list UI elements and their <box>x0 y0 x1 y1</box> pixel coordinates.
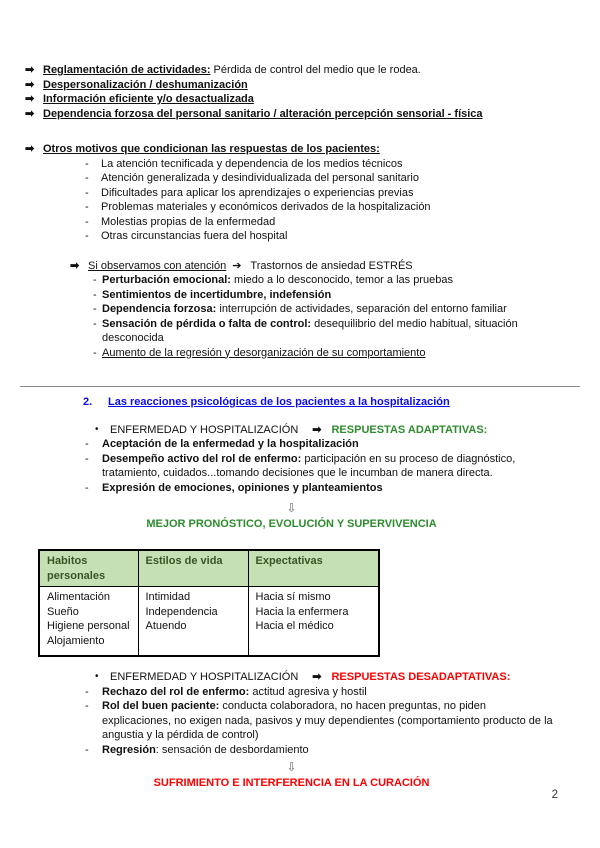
item-label: Reglamentación de actividades: <box>43 64 211 76</box>
item-label: Dependencia forzosa del personal sanitario / alteración percepción sensorial - física <box>43 107 483 120</box>
bullet-item <box>95 423 558 438</box>
note-result: Trastornos de ansiedad ESTRÉS <box>250 259 413 272</box>
cell-line: Alimentación <box>47 591 110 603</box>
arrow-bullet-item <box>25 63 558 78</box>
section-heading <box>25 142 558 157</box>
item-detail: participación en su proceso de diagnóstico, tratamiento, cuidados...tomando decisiones que le incumban de manera directa. <box>102 452 516 479</box>
bullet-lead: ENFERMEDAD Y HOSPITALIZACIÓN <box>110 423 299 436</box>
dash-icon: - <box>85 685 89 698</box>
list-item <box>85 215 558 230</box>
item-label: Desempeño activo del rol de enfermo: <box>102 452 302 465</box>
list-item <box>85 157 558 172</box>
bullet-item <box>95 670 558 685</box>
table-header-cell: Habitos personales <box>39 550 138 587</box>
arrow-bullet-item <box>25 92 558 107</box>
arrow-right-icon: ➡ <box>25 93 35 105</box>
cell-line: Hacia la enfermera <box>255 605 349 618</box>
list-item <box>93 317 558 346</box>
list-item <box>85 186 558 201</box>
list-item-text <box>102 302 558 317</box>
dash-icon: - <box>85 700 89 712</box>
list-item <box>85 452 558 481</box>
item-label: Dependencia forzosa: <box>102 303 217 315</box>
cell-line: Intimidad <box>145 591 191 603</box>
bullet-icon: • <box>95 423 99 435</box>
item-detail: conducta colaboradora, no hacen preguntas, no piden explicaciones, no exigen nada, pasivos y muy dependientes (comportamiento producto de la angustia y la pérdida de control) <box>102 700 553 741</box>
dash-icon: - <box>93 274 97 286</box>
list-item-text <box>102 273 558 288</box>
item-text <box>43 78 558 93</box>
table-header-cell: Expectativas <box>248 550 379 587</box>
item-detail: desequilibrio del medio habitual, situación desconocida <box>102 317 518 344</box>
list-item <box>85 437 558 452</box>
note-lead: Si observamos con atención <box>88 259 227 272</box>
cell-line: Alojamiento <box>47 634 105 647</box>
item-detail: : sensación de desbordamiento <box>155 743 309 756</box>
list-item-text <box>102 288 558 303</box>
list-item-text: Otras circunstancias fuera del hospital <box>101 230 288 242</box>
arrow-right-icon: ➡ <box>312 671 322 683</box>
list-item-text <box>102 437 558 452</box>
bullet-icon: • <box>95 671 99 682</box>
list-item <box>85 743 558 758</box>
item-label: Rechazo del rol de enfermo: <box>102 685 250 698</box>
list-item-text <box>102 685 558 700</box>
dash-icon: - <box>85 201 89 213</box>
list-item <box>85 685 558 700</box>
bullet-highlight: RESPUESTAS DESADAPTATIVAS: <box>331 671 511 683</box>
item-text <box>43 107 558 122</box>
item-label: Perturbación emocional: <box>102 274 231 286</box>
list-item-text <box>102 699 558 743</box>
bullet-highlight: RESPUESTAS ADAPTATIVAS: <box>331 423 488 436</box>
arrow-right-icon: ➡ <box>312 423 322 436</box>
item-detail: actitud agresiva y hostil <box>249 685 367 698</box>
cell-line: Independencia <box>145 605 218 618</box>
cell-line: Atuendo <box>145 620 187 632</box>
item-text <box>43 92 558 107</box>
list-item <box>93 273 558 288</box>
item-detail: Pérdida de control del medio que le rodea. <box>210 64 421 76</box>
item-text <box>43 63 558 78</box>
list-item-text: Problemas materiales y económicos derivados de la hospitalización <box>101 201 431 213</box>
list-item-text: Molestias propias de la enfermedad <box>101 215 276 228</box>
cell-line: Hacia el médico <box>255 620 334 632</box>
cell-line: Hacia sí mismo <box>255 591 331 603</box>
outcome-heading: MEJOR PRONÓSTICO, EVOLUCIÓN Y SUPERVIVENCIA <box>146 517 437 530</box>
note-heading-text <box>88 259 558 274</box>
section-heading-text: Otros motivos que condicionan las respuestas de los pacientes: <box>43 143 380 155</box>
table-row <box>39 587 379 657</box>
bullet-text <box>110 670 558 685</box>
list-item-text <box>102 452 558 481</box>
arrow-down-icon: ⇩ <box>286 501 297 515</box>
dash-icon: - <box>85 481 89 494</box>
dash-icon: - <box>85 157 89 170</box>
arrow-right-icon: ➡ <box>70 259 80 272</box>
table-cell <box>248 587 379 657</box>
chapter-heading <box>83 395 558 410</box>
list-item-text: La atención tecnificada y dependencia de los medios técnicos <box>101 157 403 170</box>
note-heading <box>70 259 558 274</box>
dash-icon: - <box>85 186 89 199</box>
item-label: Aceptación de la enfermedad y la hospitalización <box>102 438 359 450</box>
dash-icon: - <box>85 230 89 242</box>
list-item-text <box>102 317 558 346</box>
outcome-heading: SUFRIMIENTO E INTERFERENCIA EN LA CURACIÓN <box>153 776 430 789</box>
list-item-text <box>102 743 558 758</box>
item-label: Sentimientos de incertidumbre, indefensión <box>102 288 332 301</box>
list-item-text <box>102 481 558 496</box>
chapter-number: 2. <box>83 396 93 408</box>
list-item-text <box>102 346 558 361</box>
list-item <box>85 481 558 496</box>
dash-icon: - <box>93 317 97 330</box>
list-item <box>85 699 558 743</box>
item-label: Sensación de pérdida o falta de control: <box>102 317 312 330</box>
list-item-text: Dificultades para aplicar los aprendizajes o experiencias previas <box>101 186 414 199</box>
dash-icon: - <box>93 288 97 301</box>
item-label: Información eficiente y/o desactualizada <box>43 93 254 105</box>
item-label: Regresión <box>102 743 156 756</box>
cell-line: Higiene personal <box>47 620 130 632</box>
dash-icon: - <box>85 172 89 184</box>
item-label: Despersonalización / deshumanización <box>43 78 248 91</box>
table-cell <box>39 587 138 657</box>
arrow-bullet-item <box>25 78 558 93</box>
arrow-right-icon: ➡ <box>25 64 35 76</box>
dash-icon: - <box>85 743 89 756</box>
summary-table <box>38 549 380 657</box>
page-number: 2 <box>551 789 558 801</box>
list-item <box>85 229 558 244</box>
item-label: Rol del buen paciente: <box>102 700 220 712</box>
list-item <box>85 171 558 186</box>
arrow-right-icon: ➡ <box>25 78 35 91</box>
item-detail: Aumento de la regresión y desorganización de su comportamiento <box>102 346 426 359</box>
item-label: Expresión de emociones, opiniones y planteamientos <box>102 481 383 494</box>
list-item <box>93 346 558 361</box>
item-detail: miedo a lo desconocido, temor a las pruebas <box>230 274 453 286</box>
arrow-right-icon: ➔ <box>232 259 242 272</box>
arrow-bullet-item <box>25 107 558 122</box>
table-header-row <box>39 550 379 587</box>
bullet-text <box>110 423 558 438</box>
bullet-lead: ENFERMEDAD Y HOSPITALIZACIÓN <box>110 671 299 683</box>
chapter-title: Las reacciones psicológicas de los pacientes a la hospitalización <box>108 396 450 408</box>
cell-line: Sueño <box>47 605 79 618</box>
arrow-right-icon: ➡ <box>25 143 35 155</box>
list-item <box>85 200 558 215</box>
table-cell <box>138 587 248 657</box>
arrow-right-icon: ➡ <box>25 107 35 120</box>
dash-icon: - <box>85 452 89 465</box>
list-item-text: Atención generalizada y desindividualizada del personal sanitario <box>101 172 419 184</box>
item-detail: interrupción de actividades, separación del entorno familiar <box>216 303 507 315</box>
list-item <box>93 302 558 317</box>
arrow-down-icon: ⇩ <box>286 760 297 774</box>
section-divider <box>20 386 580 387</box>
dash-icon: - <box>85 438 89 450</box>
table-header-cell: Estilos de vida <box>138 550 248 587</box>
dash-icon: - <box>93 303 97 315</box>
dash-icon: - <box>93 346 97 359</box>
list-item <box>93 288 558 303</box>
dash-icon: - <box>85 215 89 228</box>
